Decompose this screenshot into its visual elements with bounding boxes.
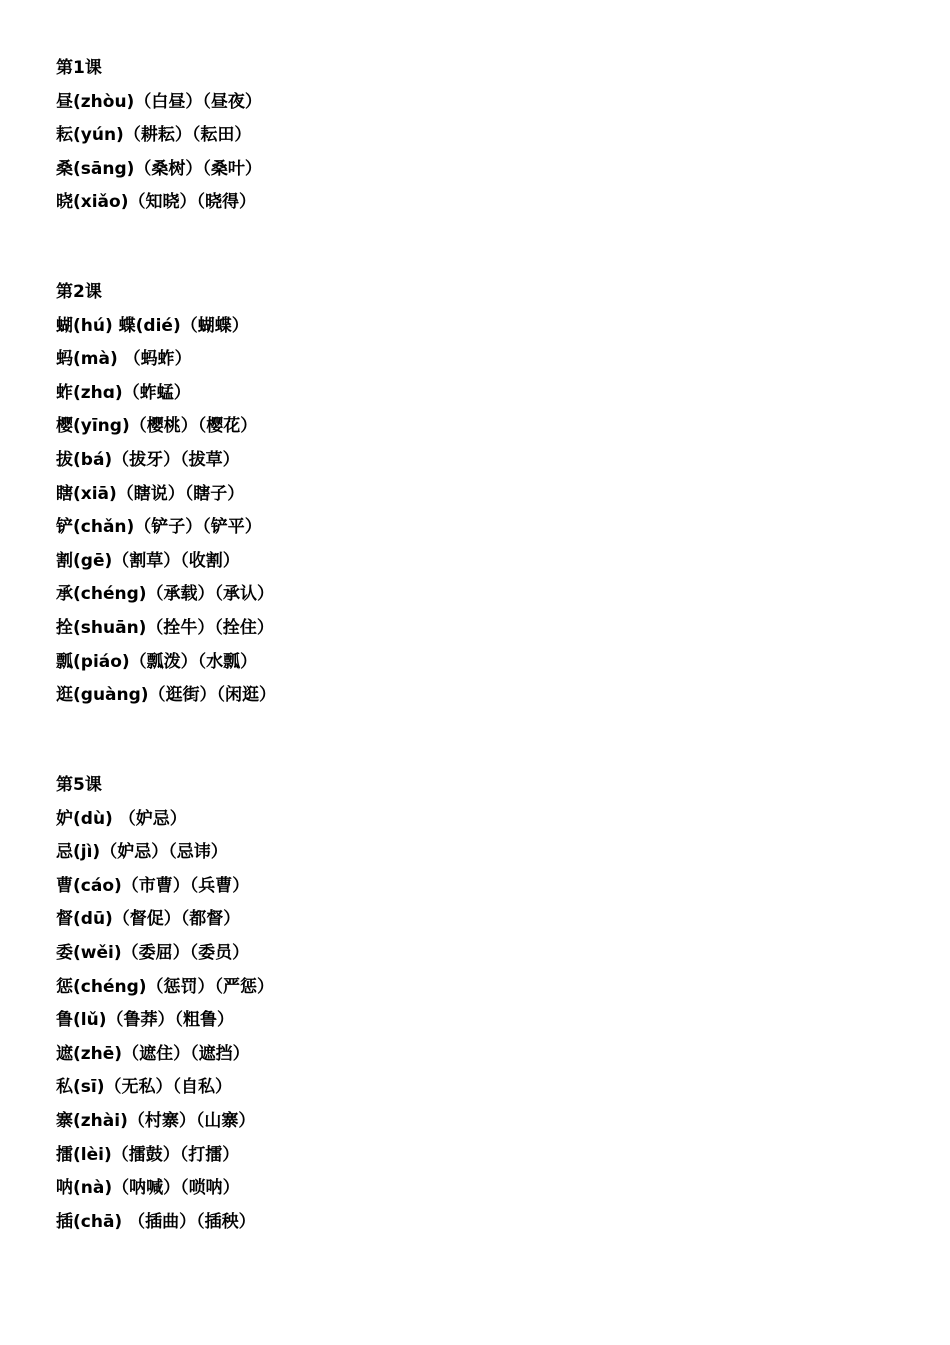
vocab-entry: 擂(lèi)（擂鼓）（打擂） <box>56 1144 240 1165</box>
vocab-entry: 蚱(zhɑ)（蚱蜢） <box>56 382 191 403</box>
vocab-entry: 蝴(hú) 蝶(dié)（蝴蝶） <box>56 315 249 336</box>
vocab-entry: 蚂(mà) （蚂蚱） <box>56 349 192 370</box>
vocab-entry: 鲁(lǔ)（鲁莽）（粗鲁） <box>56 1010 234 1031</box>
vocab-entry: 割(gē)（割草）（收割） <box>56 550 240 571</box>
vocab-entry: 瓢(piáo)（瓢泼）（水瓢） <box>56 651 258 672</box>
vocab-entry: 承(chéng)（承载）（承认） <box>56 584 275 605</box>
vocab-entry: 晓(xiǎo)（知晓）（晓得） <box>56 192 256 213</box>
vocab-entry: 委(wěi)（委屈）（委员） <box>56 942 250 963</box>
vocab-entry: 樱(yīng)（樱桃）（樱花） <box>56 416 258 437</box>
vocab-entry: 妒(dù) （妒忌） <box>56 808 187 829</box>
vocab-entry: 私(sī)（无私）（自私） <box>56 1077 232 1098</box>
vocab-entry: 寨(zhài)（村寨）（山寨） <box>56 1110 256 1131</box>
vocab-entry: 拴(shuān)（拴牛）（拴住） <box>56 617 274 638</box>
vocab-entry: 督(dū)（督促）（都督） <box>56 909 241 930</box>
vocab-entry: 忌(jì)（妒忌）（忌讳） <box>56 842 228 863</box>
vocab-entry: 昼(zhòu)（白昼）（昼夜） <box>56 91 262 112</box>
vocab-entry: 桑(sāng)（桑树）（桑叶） <box>56 158 262 179</box>
vocab-entry: 曹(cáo)（市曹）（兵曹） <box>56 875 250 896</box>
vocab-entry: 耘(yún)（耕耘）（耘田） <box>56 125 252 146</box>
vocab-entry: 惩(chéng)（惩罚）（严惩） <box>56 976 275 997</box>
vocab-entry: 逛(guàng)（逛街）（闲逛） <box>56 685 277 706</box>
lesson-2-section <box>56 276 276 713</box>
vocab-entry: 呐(nà)（呐喊）（唢呐） <box>56 1178 240 1199</box>
vocab-entry: 铲(chǎn)（铲子）（铲平） <box>56 517 262 538</box>
vocab-entry: 插(chā) （插曲）（插秧） <box>56 1211 256 1232</box>
lesson-title: 第1课 <box>56 58 102 78</box>
vocab-entry: 遮(zhē)（遮住）（遮挡） <box>56 1043 250 1064</box>
lesson-title: 第5课 <box>56 775 102 795</box>
vocab-entry: 拔(bá)（拔牙）（拔草） <box>56 449 240 470</box>
lesson-5-section <box>56 769 274 1239</box>
lesson-title: 第2课 <box>56 282 102 302</box>
vocab-entry: 瞎(xiā)（瞎说）（瞎子） <box>56 483 245 504</box>
lesson-1-section <box>56 52 262 220</box>
